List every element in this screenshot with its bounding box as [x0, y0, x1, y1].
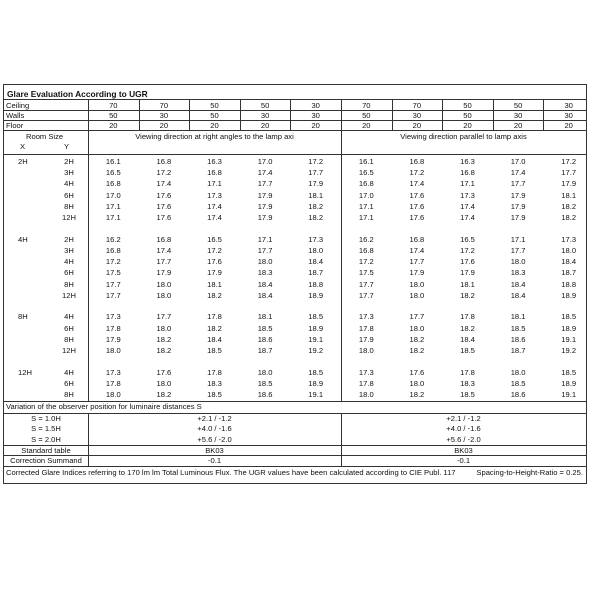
ugr-value-parallel: 18.2: [409, 346, 425, 355]
ugr-value-parallel: 17.7: [510, 245, 526, 255]
room-y: 2H: [64, 157, 74, 166]
ugr-value-perpendicular: 17.6: [156, 201, 172, 211]
mid-col-divider: [341, 130, 342, 401]
reflectance-value: 50: [210, 100, 219, 110]
ugr-value-perpendicular: 17.6: [156, 213, 172, 222]
left-col-divider: [88, 130, 89, 401]
room-y: 3H: [64, 168, 74, 178]
ugr-value-parallel: 18.9: [561, 323, 577, 333]
ugr-value-perpendicular: 18.6: [257, 390, 273, 400]
ugr-value-perpendicular: 17.1: [105, 213, 121, 222]
ugr-value-parallel: 17.7: [510, 179, 526, 189]
ugr-value-parallel: 17.0: [358, 190, 374, 200]
room-y: 4H: [64, 367, 74, 377]
variation-parallel: +2.1 / -1.2: [446, 413, 481, 423]
ugr-value-parallel: 17.7: [409, 312, 425, 322]
ugr-value-perpendicular: 17.7: [156, 257, 172, 267]
ugr-value-perpendicular: 18.4: [207, 334, 222, 344]
room-y: 3H: [64, 245, 74, 255]
ugr-value-parallel: 18.1: [510, 312, 526, 322]
ugr-value-perpendicular: 18.0: [156, 378, 172, 388]
ugr-value-parallel: 17.9: [510, 213, 526, 222]
ugr-value-perpendicular: 18.7: [257, 346, 273, 355]
ugr-value-parallel: 17.5: [358, 268, 374, 278]
section-mid-divider: [341, 413, 342, 466]
ugr-value-parallel: 18.1: [460, 279, 475, 289]
ugr-value-perpendicular: 16.5: [105, 168, 121, 178]
ugr-value-perpendicular: 16.1: [105, 157, 121, 166]
ugr-value-parallel: 18.8: [561, 279, 577, 289]
reflectance-value: 70: [159, 100, 169, 110]
section-left-divider: [88, 413, 89, 466]
reflectance-value: 20: [564, 120, 573, 130]
variation-s-label: S = 2.0H: [31, 435, 61, 444]
ugr-value-parallel: 17.4: [510, 168, 526, 178]
ugr-value-perpendicular: 16.2: [105, 234, 121, 244]
ugr-value-parallel: 18.2: [561, 201, 577, 211]
ugr-value-perpendicular: 17.1: [257, 234, 273, 244]
ugr-value-perpendicular: 18.0: [156, 279, 172, 289]
reflectance-label: Walls: [6, 110, 25, 120]
ugr-value-parallel: 17.2: [561, 157, 577, 166]
room-y: 12H: [62, 290, 76, 300]
ugr-value-parallel: 18.3: [510, 268, 526, 278]
ugr-value-perpendicular: 16.8: [207, 168, 222, 178]
room-y: 6H: [64, 190, 74, 200]
reflectance-value: 30: [564, 110, 573, 120]
variation-perpendicular: +5.6 / -2.0: [197, 435, 232, 444]
ugr-value-parallel: 18.6: [510, 390, 526, 400]
ugr-value-perpendicular: 18.5: [257, 323, 273, 333]
ugr-value-parallel: 17.2: [409, 168, 425, 178]
ugr-value-perpendicular: 17.8: [207, 312, 222, 322]
ugr-value-perpendicular: 17.2: [207, 245, 222, 255]
ugr-value-parallel: 17.8: [460, 312, 475, 322]
ugr-value-perpendicular: 17.4: [207, 213, 222, 222]
reflectance-value: 50: [463, 110, 472, 120]
ugr-value-parallel: 18.5: [561, 367, 577, 377]
ugr-value-perpendicular: 18.0: [105, 390, 121, 400]
room-y: 6H: [64, 378, 74, 388]
room-y: 12H: [62, 213, 76, 222]
reflectance-value: 70: [362, 100, 371, 110]
direction-perpendicular-label: Viewing direction at right angles to the lamp axi: [135, 132, 294, 141]
ugr-value-perpendicular: 18.3: [257, 268, 273, 278]
ugr-value-perpendicular: 18.4: [308, 257, 324, 267]
reflectance-value: 70: [109, 100, 118, 110]
ugr-value-parallel: 17.3: [561, 234, 577, 244]
ugr-value-perpendicular: 18.4: [257, 279, 273, 289]
ugr-value-parallel: 18.9: [561, 290, 577, 300]
ugr-value-parallel: 17.7: [358, 279, 374, 289]
standard-table-label: Standard table: [21, 445, 71, 455]
ugr-value-parallel: 18.2: [561, 213, 577, 222]
reflectance-label: Floor: [6, 120, 24, 130]
ugr-value-perpendicular: 18.1: [207, 279, 222, 289]
ugr-value-perpendicular: 16.8: [156, 234, 172, 244]
ugr-value-parallel: 18.5: [561, 312, 577, 322]
ugr-value-perpendicular: 18.2: [156, 334, 172, 344]
reflectance-col-divider: [543, 100, 544, 130]
ugr-value-parallel: 17.3: [358, 312, 374, 322]
table-title: Glare Evaluation According to UGR: [7, 89, 148, 99]
ugr-value-parallel: 17.6: [409, 201, 425, 211]
ugr-value-parallel: 17.1: [358, 201, 374, 211]
ugr-value-perpendicular: 18.0: [156, 323, 172, 333]
ugr-value-perpendicular: 17.4: [156, 179, 172, 189]
ugr-value-parallel: 18.2: [409, 390, 425, 400]
ugr-value-perpendicular: 18.1: [308, 190, 324, 200]
ugr-value-parallel: 18.0: [409, 378, 425, 388]
ugr-value-parallel: 18.5: [510, 323, 526, 333]
reflectance-value: 50: [463, 100, 472, 110]
ugr-value-perpendicular: 18.0: [308, 245, 324, 255]
ugr-table: [3, 84, 587, 484]
ugr-value-parallel: 18.0: [358, 390, 374, 400]
reflectance-value: 50: [210, 110, 219, 120]
reflectance-value: 20: [311, 120, 320, 130]
ugr-value-perpendicular: 16.3: [207, 157, 222, 166]
standard-table-parallel: BK03: [454, 445, 473, 455]
variation-s-label: S = 1.5H: [31, 424, 61, 434]
ugr-value-perpendicular: 18.0: [105, 346, 121, 355]
reflectance-col-divider: [139, 100, 140, 130]
reflectance-col-divider: [240, 100, 241, 130]
ugr-value-perpendicular: 18.2: [207, 290, 222, 300]
ugr-value-perpendicular: 17.9: [257, 213, 273, 222]
ugr-value-parallel: 17.4: [460, 201, 475, 211]
ugr-value-perpendicular: 17.8: [105, 378, 121, 388]
standard-table-perpendicular: BK03: [205, 445, 224, 455]
ugr-value-parallel: 17.6: [460, 257, 475, 267]
ugr-value-parallel: 17.6: [409, 367, 425, 377]
ugr-value-parallel: 18.2: [460, 323, 475, 333]
reflectance-divider: [4, 130, 586, 131]
reflectance-col-divider: [341, 100, 342, 130]
ugr-value-perpendicular: 17.7: [156, 312, 172, 322]
ugr-value-parallel: 16.8: [358, 179, 374, 189]
ugr-value-parallel: 18.0: [510, 257, 526, 267]
reflectance-value: 30: [513, 110, 523, 120]
ugr-value-perpendicular: 17.4: [257, 168, 273, 178]
ugr-value-perpendicular: 17.3: [105, 312, 121, 322]
ugr-value-perpendicular: 17.6: [156, 367, 172, 377]
ugr-value-perpendicular: 18.9: [308, 323, 324, 333]
ugr-value-parallel: 17.4: [409, 245, 425, 255]
ugr-value-parallel: 16.8: [358, 245, 374, 255]
ugr-value-perpendicular: 17.9: [207, 268, 222, 278]
ugr-value-perpendicular: 19.1: [308, 390, 324, 400]
ugr-value-parallel: 16.8: [409, 234, 425, 244]
room-size-label: Room Size: [26, 132, 64, 141]
footer-ratio: Spacing-to-Height-Ratio = 0.25.: [476, 467, 583, 477]
ugr-value-perpendicular: 17.8: [105, 323, 121, 333]
ugr-value-perpendicular: 17.4: [207, 201, 222, 211]
ugr-value-parallel: 17.2: [358, 257, 374, 267]
ugr-value-perpendicular: 17.9: [156, 268, 172, 278]
reflectance-value: 50: [362, 110, 371, 120]
ugr-value-parallel: 18.7: [561, 268, 577, 278]
title-divider: [4, 99, 586, 100]
reflectance-value: 50: [260, 100, 270, 110]
ugr-value-perpendicular: 18.5: [257, 378, 273, 388]
reflectance-value: 30: [412, 110, 422, 120]
ugr-value-perpendicular: 18.2: [308, 201, 324, 211]
ugr-value-perpendicular: 17.9: [257, 190, 273, 200]
ugr-value-perpendicular: 18.2: [156, 390, 172, 400]
standard-divider: [4, 455, 586, 456]
ugr-value-parallel: 18.3: [460, 378, 475, 388]
ugr-value-perpendicular: 17.0: [257, 157, 273, 166]
reflectance-value: 30: [564, 100, 573, 110]
ugr-value-perpendicular: 17.2: [156, 168, 172, 178]
ugr-value-parallel: 16.8: [460, 168, 475, 178]
reflectance-col-divider: [189, 100, 190, 130]
room-x: 4H: [18, 234, 28, 244]
ugr-value-parallel: 16.8: [409, 157, 425, 166]
room-x: 12H: [18, 367, 32, 377]
ugr-value-parallel: 17.8: [358, 378, 374, 388]
ugr-value-perpendicular: 17.7: [308, 168, 324, 178]
room-y: 6H: [64, 268, 74, 278]
ugr-value-parallel: 18.2: [409, 334, 425, 344]
ugr-value-parallel: 17.9: [561, 179, 577, 189]
ugr-value-perpendicular: 17.7: [257, 179, 273, 189]
reflectance-value: 30: [311, 110, 320, 120]
ugr-value-parallel: 18.1: [561, 190, 577, 200]
ugr-value-parallel: 18.6: [510, 334, 526, 344]
ugr-value-perpendicular: 17.6: [156, 190, 172, 200]
ugr-value-perpendicular: 18.7: [308, 268, 324, 278]
ugr-value-perpendicular: 18.5: [207, 390, 222, 400]
ugr-value-parallel: 17.7: [358, 290, 374, 300]
ugr-value-parallel: 18.4: [510, 279, 526, 289]
ugr-value-parallel: 17.9: [510, 190, 526, 200]
ugr-value-perpendicular: 18.5: [207, 346, 222, 355]
ugr-value-perpendicular: 17.2: [105, 257, 121, 267]
room-y: 6H: [64, 323, 74, 333]
room-y: 2H: [64, 234, 74, 244]
room-y: 4H: [64, 257, 74, 267]
reflectance-value: 30: [311, 100, 320, 110]
ugr-value-perpendicular: 18.2: [156, 346, 172, 355]
reflectance-value: 70: [412, 100, 422, 110]
reflectance-value: 20: [412, 120, 422, 130]
ugr-value-perpendicular: 17.2: [308, 157, 324, 166]
ugr-value-parallel: 17.7: [561, 168, 577, 178]
ugr-value-perpendicular: 17.1: [105, 201, 121, 211]
ugr-value-parallel: 17.9: [409, 268, 425, 278]
ugr-value-parallel: 17.3: [460, 190, 475, 200]
ugr-value-perpendicular: 18.1: [257, 312, 273, 322]
ugr-value-parallel: 18.4: [510, 290, 526, 300]
reflectance-col-divider: [392, 100, 393, 130]
room-y: 8H: [64, 390, 74, 400]
correction-parallel: -0.1: [456, 456, 471, 466]
reflectance-col-divider: [493, 100, 494, 130]
ugr-value-parallel: 17.6: [409, 190, 425, 200]
ugr-value-parallel: 17.9: [460, 268, 475, 278]
ugr-value-parallel: 18.9: [561, 378, 577, 388]
room-y: 12H: [62, 346, 76, 355]
footer-note: Corrected Glare Indices referring to 170 lm lm Total Luminous Flux. The UGR values have been calculated according to CIE Publ. 117: [6, 467, 456, 477]
ugr-value-parallel: 19.1: [561, 334, 577, 344]
ugr-value-perpendicular: 17.9: [257, 201, 273, 211]
ugr-value-perpendicular: 18.5: [308, 312, 324, 322]
header-divider: [4, 154, 586, 155]
ugr-value-perpendicular: 18.4: [257, 290, 273, 300]
ugr-value-parallel: 16.5: [358, 168, 374, 178]
ugr-value-parallel: 18.7: [510, 346, 526, 355]
ugr-value-perpendicular: 18.0: [257, 257, 273, 267]
ugr-value-parallel: 17.2: [460, 245, 475, 255]
ugr-value-perpendicular: 17.9: [308, 179, 324, 189]
ugr-value-parallel: 18.2: [460, 290, 475, 300]
correction-divider: [4, 466, 586, 467]
reflectance-value: 20: [362, 120, 371, 130]
ugr-value-parallel: 19.1: [561, 390, 577, 400]
ugr-value-perpendicular: 17.1: [207, 179, 222, 189]
ugr-value-parallel: 17.9: [510, 201, 526, 211]
ugr-value-parallel: 16.2: [358, 234, 374, 244]
ugr-value-parallel: 17.1: [510, 234, 526, 244]
variation-label: Variation of the observer position for luminaire distances S: [6, 401, 202, 411]
room-y: 8H: [64, 334, 74, 344]
ugr-value-parallel: 17.1: [460, 179, 475, 189]
room-y: 8H: [64, 201, 74, 211]
ugr-value-parallel: 17.8: [460, 367, 475, 377]
reflectance-value: 20: [210, 120, 219, 130]
direction-parallel-label: Viewing direction parallel to lamp axis: [400, 132, 527, 141]
room-y: 4H: [64, 179, 74, 189]
ugr-value-parallel: 18.0: [561, 245, 577, 255]
ugr-value-perpendicular: 17.4: [156, 245, 172, 255]
ugr-value-perpendicular: 19.1: [308, 334, 324, 344]
ugr-value-perpendicular: 18.9: [308, 378, 324, 388]
ugr-value-perpendicular: 16.8: [105, 245, 121, 255]
variation-parallel: +5.6 / -2.0: [446, 435, 481, 444]
ugr-value-parallel: 17.3: [358, 367, 374, 377]
ugr-value-parallel: 17.7: [409, 257, 425, 267]
ugr-value-perpendicular: 18.9: [308, 290, 324, 300]
reflectance-value: 20: [513, 120, 523, 130]
ugr-value-perpendicular: 18.3: [207, 378, 222, 388]
ugr-value-parallel: 18.5: [460, 390, 475, 400]
reflectance-label: Ceiling: [6, 100, 30, 110]
ugr-value-perpendicular: 18.0: [257, 367, 273, 377]
ugr-value-perpendicular: 18.5: [308, 367, 324, 377]
ugr-value-perpendicular: 17.3: [105, 367, 121, 377]
reflectance-value: 20: [159, 120, 169, 130]
ugr-value-perpendicular: 17.3: [207, 190, 222, 200]
ugr-value-perpendicular: 18.6: [257, 334, 273, 344]
ugr-value-parallel: 16.1: [358, 157, 374, 166]
ugr-value-perpendicular: 16.8: [156, 157, 172, 166]
reflectance-col-divider: [290, 100, 291, 130]
y-label: Y: [64, 142, 70, 151]
ugr-value-perpendicular: 17.0: [105, 190, 121, 200]
ugr-value-parallel: 17.0: [510, 157, 526, 166]
ugr-value-parallel: 16.3: [460, 157, 475, 166]
correction-perpendicular: -0.1: [207, 456, 222, 466]
reflectance-value: 20: [109, 120, 118, 130]
reflectance-col-divider: [88, 100, 89, 130]
ugr-value-parallel: 17.4: [460, 213, 475, 222]
correction-label: Correction Summand: [10, 456, 82, 466]
ugr-value-parallel: 19.2: [561, 346, 577, 355]
room-x: 8H: [18, 312, 28, 322]
ugr-value-parallel: 18.0: [409, 290, 425, 300]
ugr-value-perpendicular: 16.8: [105, 179, 121, 189]
ugr-value-perpendicular: 17.7: [105, 279, 121, 289]
room-x: 2H: [18, 157, 28, 166]
ugr-value-perpendicular: 18.2: [308, 213, 324, 222]
variation-parallel: +4.0 / -1.6: [446, 424, 481, 434]
variation-perpendicular: +4.0 / -1.6: [197, 424, 232, 434]
variation-perpendicular: +2.1 / -1.2: [197, 413, 232, 423]
reflectance-value: 50: [109, 110, 118, 120]
ugr-value-parallel: 18.5: [460, 346, 475, 355]
ugr-value-parallel: 16.5: [460, 234, 475, 244]
variation-bottom-divider: [4, 445, 586, 446]
ugr-value-perpendicular: 17.8: [207, 367, 222, 377]
reflectance-value: 30: [159, 110, 169, 120]
ugr-value-parallel: 18.0: [510, 367, 526, 377]
ugr-value-perpendicular: 17.7: [257, 245, 273, 255]
ugr-value-perpendicular: 17.3: [308, 234, 324, 244]
variation-s-label: S = 1.0H: [31, 413, 61, 423]
ugr-value-perpendicular: 16.5: [207, 234, 222, 244]
ugr-value-parallel: 17.8: [358, 323, 374, 333]
ugr-value-perpendicular: 17.9: [105, 334, 121, 344]
room-y: 4H: [64, 312, 74, 322]
ugr-value-parallel: 17.4: [409, 179, 425, 189]
ugr-value-parallel: 18.0: [358, 346, 374, 355]
room-y: 8H: [64, 279, 74, 289]
ugr-value-parallel: 18.0: [409, 279, 425, 289]
ugr-value-perpendicular: 18.0: [156, 290, 172, 300]
ugr-value-perpendicular: 17.7: [105, 290, 121, 300]
ugr-value-perpendicular: 18.2: [207, 323, 222, 333]
ugr-value-parallel: 18.4: [561, 257, 577, 267]
ugr-value-parallel: 17.1: [358, 213, 374, 222]
reflectance-value: 20: [260, 120, 270, 130]
reflectance-value: 30: [260, 110, 270, 120]
ugr-value-perpendicular: 19.2: [308, 346, 324, 355]
ugr-value-parallel: 18.0: [409, 323, 425, 333]
variation-divider: [4, 413, 586, 414]
reflectance-value: 20: [463, 120, 472, 130]
ugr-value-parallel: 17.9: [358, 334, 374, 344]
ugr-value-parallel: 17.6: [409, 213, 425, 222]
ugr-value-perpendicular: 17.5: [105, 268, 121, 278]
ugr-value-perpendicular: 18.8: [308, 279, 324, 289]
reflectance-value: 50: [513, 100, 523, 110]
ugr-value-parallel: 18.4: [460, 334, 475, 344]
x-label: X: [20, 142, 26, 151]
ugr-value-perpendicular: 17.6: [207, 257, 222, 267]
reflectance-col-divider: [442, 100, 443, 130]
ugr-value-parallel: 18.5: [510, 378, 526, 388]
